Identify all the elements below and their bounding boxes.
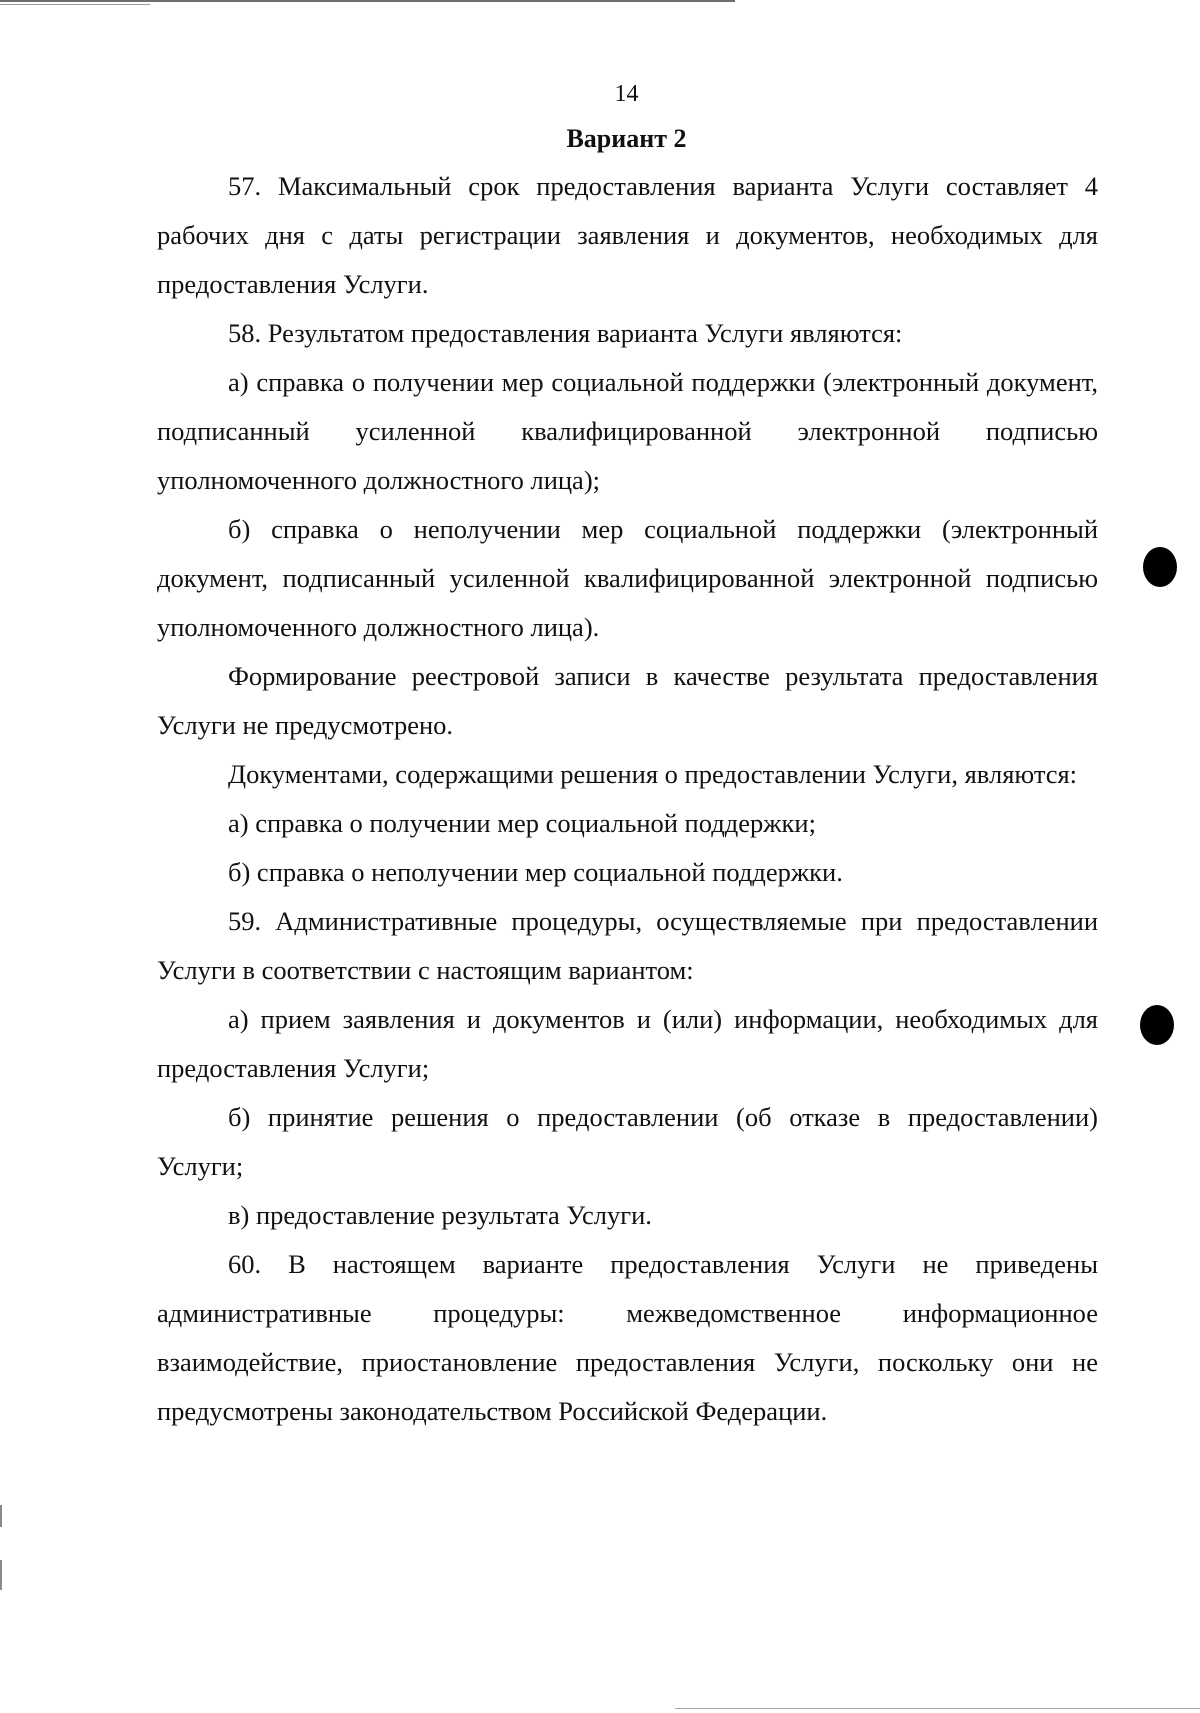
scan-edge-left-mark (0, 1560, 2, 1590)
paragraph-59-item-a: а) прием заявления и документов и (или) информации, необходимых для предоставления Услуги; (157, 1004, 1098, 1083)
page-number: 14 (614, 81, 639, 107)
paragraph-registry-record: Формирование реестровой записи в качестве результата предоставления Услуги не предусмотрено. (157, 661, 1098, 740)
paragraph-decision-item-b: б) справка о неполучении мер социальной поддержки. (228, 857, 843, 887)
paragraph-decision-item-a: а) справка о получении мер социальной поддержки; (228, 808, 816, 838)
paragraph-59-item-b: б) принятие решения о предоставлении (об отказе в предоставлении) Услуги; (157, 1102, 1098, 1181)
scan-edge-top-secondary (0, 4, 150, 5)
paragraph-58: 58. Результатом предоставления варианта Услуги являются: (228, 318, 903, 348)
punch-hole-mark (1143, 547, 1177, 587)
paragraph-57: 57. Максимальный срок предоставления варианта Услуги составляет 4 рабочих дня с даты регистрации заявления и документов, необходимых для предоставления Услуги. (157, 171, 1098, 299)
paragraph-decision-documents: Документами, содержащими решения о предоставлении Услуги, являются: (228, 759, 1078, 789)
punch-hole-mark (1140, 1005, 1174, 1045)
paragraph-60: 60. В настоящем варианте предоставления Услуги не приведены административные процедуры: межведомственное информационное взаимодействие, приостановление предоставления Услуги, поскольку они не предусмотрены законодательством Российской Федерации. (157, 1249, 1098, 1426)
paragraph-58-item-a: а) справка о получении мер социальной поддержки (электронный документ, подписанный усиленной квалифицированной электронной подписью уполномоченного должностного лица); (157, 367, 1098, 495)
paragraph-59: 59. Административные процедуры, осуществляемые при предоставлении Услуги в соответствии с настоящим вариантом: (157, 906, 1098, 985)
scan-edge-bottom (675, 1708, 1200, 1709)
paragraph-58-item-b: б) справка о неполучении мер социальной поддержки (электронный документ, подписанный усиленной квалифицированной электронной подписью уполномоченного должностного лица). (157, 514, 1098, 642)
scan-edge-left-mark (0, 1505, 2, 1527)
document-body (157, 162, 1098, 1436)
paragraph-59-item-v: в) предоставление результата Услуги. (228, 1200, 652, 1230)
scan-edge-top (0, 0, 735, 2)
section-title: Вариант 2 (566, 124, 687, 153)
